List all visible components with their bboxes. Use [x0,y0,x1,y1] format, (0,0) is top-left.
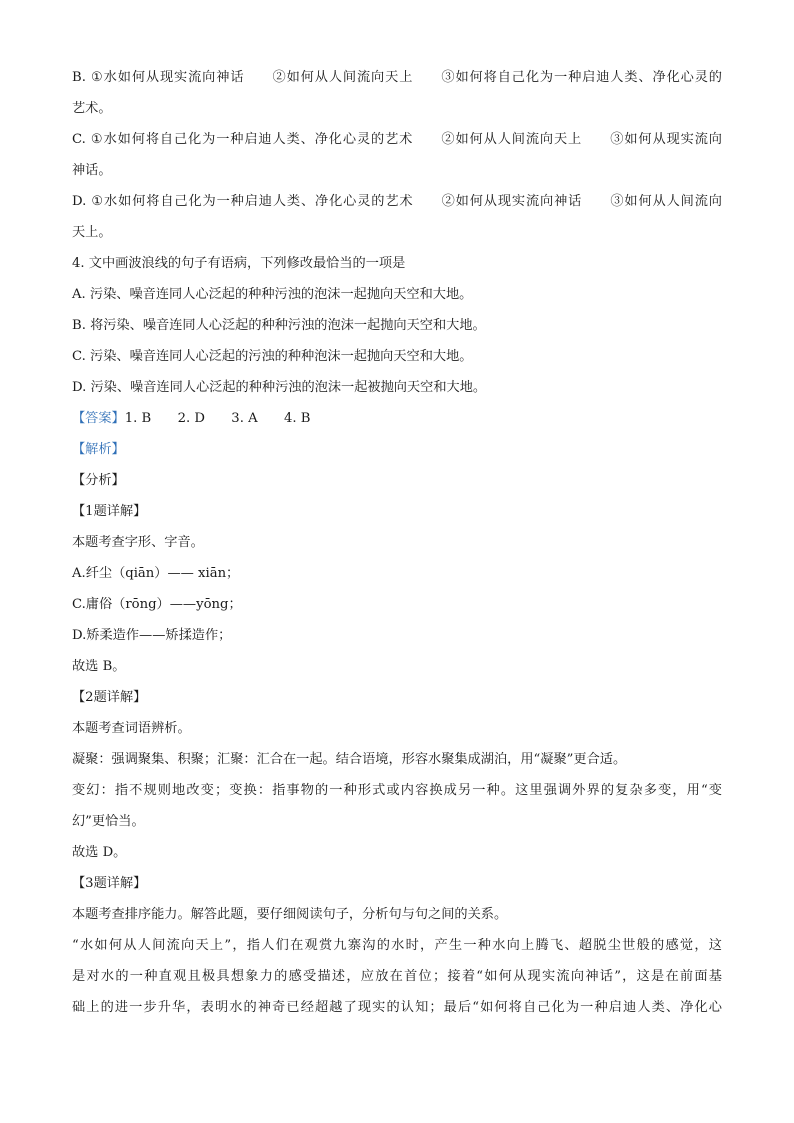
detail-2-label: 【2题详解】 [72,690,147,705]
detail-2-paragraph-2-line2: 幻”更恰当。 [72,814,145,829]
detail-1-label: 【1题详解】 [72,504,147,519]
detail-2-intro: 本题考查词语辨析。 [72,721,191,736]
detail-1-intro: 本题考查字形、字音。 [72,535,204,550]
q4-option-c: C. 污染、噪音连同人心泛起的污浊的种种泡沫一起抛向天空和大地。 [72,349,473,364]
detail-3-label: 【3题详解】 [72,876,147,891]
detail-1-item-a: A.纤尘（qiān）—— xiān； [72,566,240,581]
document-body [72,62,722,1023]
answer-text: 1. B 2. D 3. A 4. B [124,411,311,426]
detail-3-paragraph-line1: “水如何从人间流向天上”，指人们在观赏九寨沟的水时，产生一种水向上腾飞、超脱尘世般的感觉，这 [72,938,722,953]
q4-option-a: A. 污染、噪音连同人心泛起的种种污浊的泡沫一起抛向天空和大地。 [72,287,473,302]
q4-option-b: B. 将污染、噪音连同人心泛起的种种污浊的泡沫一起抛向天空和大地。 [72,318,486,333]
detail-2-paragraph-2-line1: 变幻：指不规则地改变；变换：指事物的一种形式或内容换成另一种。这里强调外界的复杂多变，用“变 [72,783,722,798]
detail-1-conclusion: 故选 B。 [72,659,126,674]
detail-3-intro: 本题考查排序能力。解答此题，要仔细阅读句子，分析句与句之间的关系。 [72,907,508,922]
detail-1-item-d: D.矫柔造作——矫揉造作； [72,628,232,643]
q3-option-b-line1: B. ①水如何从现实流向神话 ②如何从人间流向天上 ③如何将自己化为一种启迪人类、净化心灵的 [72,70,722,85]
q3-option-d-line1: D. ①水如何将自己化为一种启迪人类、净化心灵的艺术 ②如何从现实流向神话 ③如何从人间流向 [72,194,722,209]
detail-3-paragraph-line3: 础上的进一步升华，表明水的神奇已经超越了现实的认知；最后“如何将自己化为一种启迪人类、净化心 [72,1000,722,1015]
q4-stem: 4. 文中画波浪线的句子有语病，下列修改最恰当的一项是 [72,256,406,271]
analysis-label: 【解析】 [72,442,125,457]
answer-line [72,403,722,434]
q3-option-c-line1: C. ①水如何将自己化为一种启迪人类、净化心灵的艺术 ②如何从人间流向天上 ③如何从现实流向 [72,132,722,147]
detail-2-paragraph-1: 凝聚：强调聚集、积聚；汇聚：汇合在一起。结合语境，形容水聚集成湖泊，用“凝聚”更合适。 [72,752,627,767]
detail-1-item-c: C.庸俗（rōng）——yōng； [72,597,242,612]
detail-3-paragraph-line2: 是对水的一种直观且极具想象力的感受描述，应放在首位；接着“如何从现实流向神话”，这是在前面基 [72,969,722,984]
q3-option-b-line2: 艺术。 [72,101,112,116]
q4-option-d: D. 污染、噪音连同人心泛起的种种污浊的泡沫一起被抛向天空和大地。 [72,380,487,395]
detail-2-conclusion: 故选 D。 [72,845,127,860]
fenxi-label: 【分析】 [72,473,125,488]
q3-option-d-line2: 天上。 [72,225,112,240]
answer-label: 【答案】 [72,411,125,426]
q3-option-c-line2: 神话。 [72,163,112,178]
